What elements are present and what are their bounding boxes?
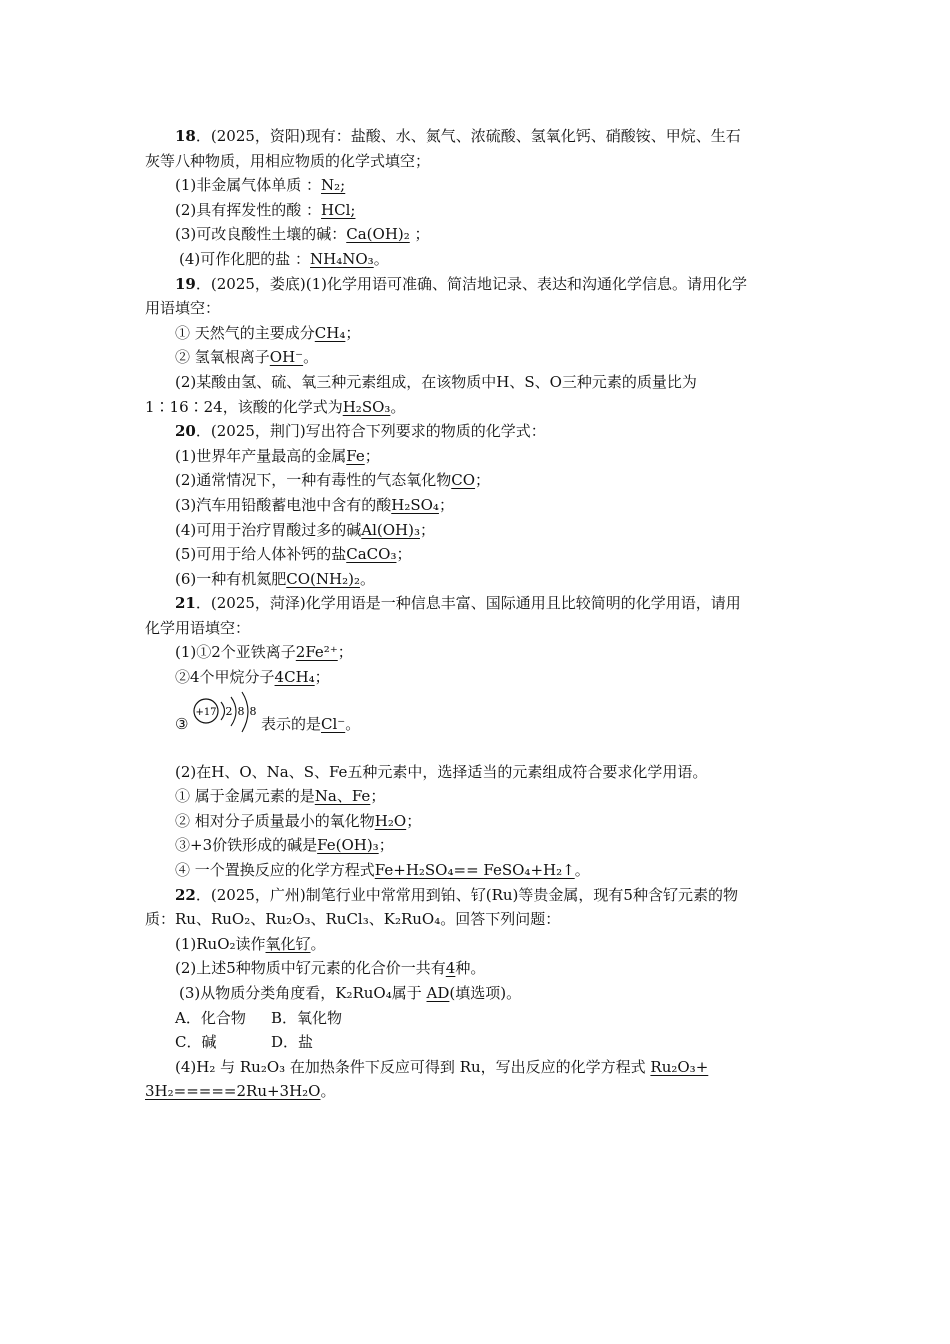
electron-shell-1: [221, 702, 225, 720]
answer: Al(OH)₃: [361, 520, 420, 539]
q22-item-1: (1)RuO₂读作氧化钌。: [175, 934, 326, 953]
answer: Ru₂O₃+: [650, 1057, 709, 1076]
q18-item-2: (2)具有挥发性的酸 ：HCl;: [175, 200, 356, 219]
q19-number: 19: [175, 274, 196, 293]
q21-number: 21: [175, 594, 196, 613]
answer: CO: [451, 471, 476, 490]
answer: CO(NH₂)₂: [286, 569, 360, 588]
answer: AD: [426, 984, 450, 1002]
answer: CH₄: [314, 323, 346, 342]
q22-options-row-1: [145, 1006, 807, 1031]
q22-part4-line1: (4)H₂ 与 Ru₂O₃ 在加热条件下反应可得到 Ru，写出反应的化学方程式 Ru₂O₃+: [175, 1057, 709, 1076]
q20-item-6: (6)一种有机氮肥CO(NH₂)₂。: [175, 569, 375, 588]
q19-item-2: ② 氢氧根离子OH⁻。: [175, 348, 319, 367]
answer: 4CH₄: [274, 668, 315, 687]
q19-part2-line2: 1∶16∶24，该酸的化学式为H₂SO₃。: [145, 397, 406, 416]
q21-intro-line1: 21．(2025，菏泽)化学用语是一种信息丰富、国际通用且比较简明的化学用语，请用: [175, 594, 741, 613]
q18-intro-line2: 灰等八种物质，用相应物质的化学式填空；: [145, 151, 431, 170]
shell-electrons-1: 2: [225, 704, 233, 718]
atom-structure-diagram: [190, 690, 260, 740]
q19-intro-line2: 用语填空：: [145, 299, 221, 318]
option-a: A．化合物: [175, 1008, 246, 1027]
q22-part4-line2: 3H₂=====2Ru+3H₂O。: [145, 1082, 336, 1101]
q18-number: 18: [175, 127, 196, 145]
q22-item-3: (3)从物质分类角度看，K₂RuO₄属于 AD(填选项)。: [179, 984, 522, 1002]
option-b: B．氧化物: [271, 1008, 343, 1027]
answer: 2Fe²⁺: [295, 643, 338, 662]
shell-electrons-2: 8: [237, 704, 245, 718]
q21-part2-item-2: ② 相对分子质量最小的氧化物H₂O；: [175, 811, 422, 830]
q21-part2-item-4: ④ 一个置换反应的化学方程式Fe+H₂SO₄== FeSO₄+H₂↑。: [175, 861, 590, 880]
answer: 氧化钌: [265, 934, 311, 953]
option-c: C．碱: [175, 1033, 217, 1052]
answer: 4: [445, 959, 456, 978]
q21-part2-intro: (2)在H、O、Na、S、Fe五种元素中，选择适当的元素组成符合要求化学用语。: [175, 762, 708, 781]
q19-item-1: ① 天然气的主要成分CH₄；: [175, 323, 361, 342]
answer: Cl⁻: [321, 714, 346, 733]
answer: H₂O: [374, 811, 407, 830]
q22-item-2: (2)上述5种物质中钌元素的化合价一共有4种。: [175, 959, 486, 978]
q20-item-2: (2)通常情况下，一种有毒性的气态氧化物CO；: [175, 471, 491, 490]
answer: OH⁻: [269, 348, 304, 367]
nucleus-charge: +17: [195, 706, 217, 718]
q18-item-4: (4)可作化肥的盐 ：NH₄NO₃。: [179, 249, 389, 268]
atom-structure-row: [145, 690, 807, 740]
answer: NH₄NO₃: [310, 249, 374, 268]
answer: N₂;: [321, 176, 346, 195]
q22-number: 22: [175, 885, 196, 904]
q20-item-1: (1)世界年产量最高的金属Fe；: [175, 446, 380, 465]
q22-options-row-2: [145, 1030, 807, 1055]
answer: H₂SO₄: [391, 495, 439, 514]
q20-intro: 20．(2025，荆门)写出符合下列要求的物质的化学式：: [175, 422, 546, 441]
q18-intro-line1: 18．(2025，资阳)现有：盐酸、水、氮气、浓硫酸、氢氧化钙、硝酸铵、甲烷、生石: [175, 127, 741, 145]
answer: H₂SO₃: [342, 397, 391, 416]
diagram-prefix: ③: [175, 714, 189, 733]
diagram-caption: 表示的是Cl⁻。: [261, 714, 361, 733]
answer: HCl;: [321, 200, 356, 219]
q20-number: 20: [175, 422, 196, 441]
answer: Ca(OH)₂: [346, 225, 410, 244]
answer: Fe+H₂SO₄== FeSO₄+H₂↑: [374, 861, 575, 880]
q20-item-4: (4)可用于治疗胃酸过多的碱Al(OH)₃；: [175, 520, 435, 539]
q20-item-3: (3)汽车用铅酸蓄电池中含有的酸H₂SO₄；: [175, 495, 454, 514]
q18-item-3: (3)可改良酸性土壤的碱：Ca(OH)₂ ；: [175, 225, 430, 244]
answer: Fe: [346, 446, 365, 465]
q20-item-5: (5)可用于给人体补钙的盐CaCO₃；: [175, 545, 412, 564]
q22-intro-line2: 质：Ru、RuO₂、Ru₂O₃、RuCl₃、K₂RuO₄。回答下列问题：: [145, 910, 561, 929]
q18-item-1: (1)非金属气体单质 ：N₂;: [175, 176, 346, 195]
answer: CaCO₃: [346, 545, 397, 564]
q19-intro-line1: 19．(2025，娄底)(1)化学用语可准确、简洁地记录、表达和沟通化学信息。请用化学: [175, 274, 748, 293]
q22-intro-line1: 22．(2025，广州)制笔行业中常常用到铂、钌(Ru)等贵金属，现有5种含钌元素的物: [175, 885, 738, 904]
answer: Fe(OH)₃: [317, 836, 379, 855]
q21-part2-item-1: ① 属于金属元素的是Na、Fe；: [175, 787, 386, 806]
q21-item-2: ②4个甲烷分子4CH₄；: [175, 668, 330, 687]
q21-part2-item-3: ③+3价铁形成的碱是Fe(OH)₃；: [175, 836, 394, 855]
q21-intro-line2: 化学用语填空：: [145, 618, 251, 637]
shell-electrons-3: 8: [249, 704, 257, 718]
worksheet: [145, 124, 807, 1104]
answer: 3H₂=====2Ru+3H₂O: [145, 1082, 321, 1101]
q21-item-1: (1)①2个亚铁离子2Fe²⁺；: [175, 643, 353, 662]
answer: Na、Fe: [314, 787, 371, 806]
q19-part2-line1: (2)某酸由氢、硫、氧三种元素组成，在该物质中H、S、O三种元素的质量比为: [175, 372, 697, 391]
option-d: D．盐: [271, 1033, 314, 1052]
